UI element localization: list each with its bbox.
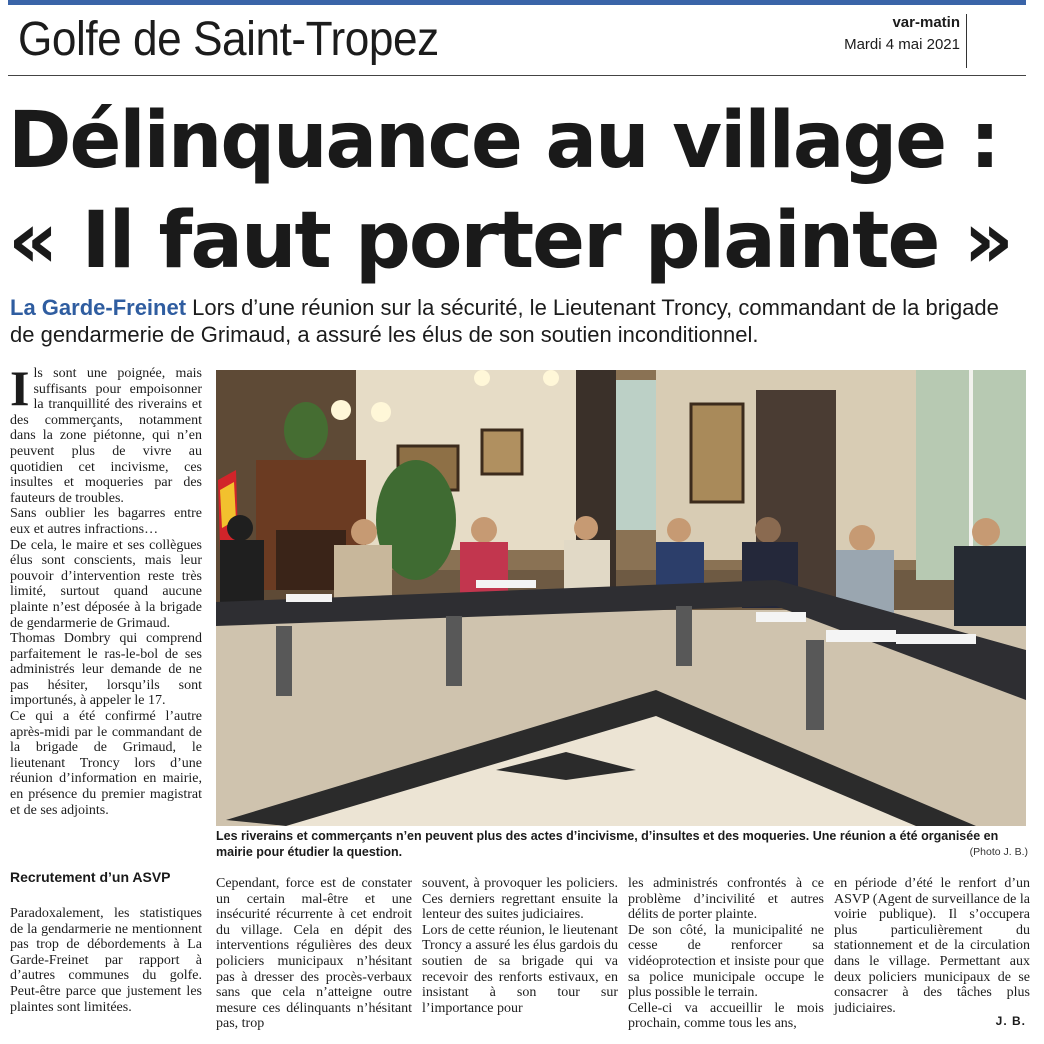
paragraph: Celle-ci va accueillir le mois prochain, comme tous les ans, — [628, 1000, 824, 1032]
dateline-place: La Garde-Freinet — [10, 295, 187, 320]
date-divider — [966, 14, 967, 68]
headline-line-2: « Il faut porter plainte » — [8, 196, 1012, 286]
paragraph: De cela, le maire et ses collègues élus sont conscients, mais leur pouvoir d’intervention reste très limité, surtout quand aucune plainte n’est déposée à la brigade de gendarmerie de Grimaud. — [10, 537, 202, 631]
article-column-1 — [10, 360, 202, 818]
article-column-5 — [834, 876, 1030, 1016]
lead-text: Lors d’une réunion sur la sécurité, le Lieutenant Troncy, commandant de la brigade de gendarmerie de Grimaud, a assuré les élus de son soutien inconditionnel. — [10, 295, 999, 347]
article-column-2 — [216, 876, 412, 1032]
paragraph: Ce qui a été confirmé l’autre après-midi par le commandant de la brigade de Grimaud, le lieutenant Troncy lors d’une réunion d’information en mairie, en présence du premier magistrat et de ses adjoints. — [10, 709, 202, 818]
paragraph: Ils sont une poignée, mais suffisants pour empoisonner la tranquillité des riverains et des commerçants, notamment dans la zone piétonne, qui n’en peuvent plus de vivre au quotidien cet incivisme, ces insultes et moqueries par des fauteurs de troubles. — [10, 360, 202, 506]
paragraph: De son côté, la municipalité ne cesse de renforcer sa vidéoprotection et insiste pour que sa police municipale occupe le plus possible le terrain. — [628, 922, 824, 1001]
paragraph: en période d’été le renfort d’un ASVP (Agent de surveillance de la voirie publique). Il s’occupera plus particulièrement du stationnement et de la circulation dans le village. Permettant aux deux policiers municipaux de se consacrer à des tâches plus judiciaires. — [834, 876, 1030, 1016]
publication-date: Mardi 4 mai 2021 — [844, 36, 960, 53]
subheading: Recrutement d’un ASVP — [10, 869, 171, 885]
article-column-3 — [422, 876, 618, 1016]
newspaper-brand: var-matin — [892, 14, 960, 31]
author-signature: J. B. — [995, 1014, 1026, 1028]
article-column-1-continued — [10, 906, 202, 1015]
paragraph: Paradoxalement, les statistiques de la gendarmerie ne mentionnent pas trop de débordements à La Garde-Freinet par rapport à d’autres communes du golfe. Peut-être parce que justement les plaintes sont limitées. — [10, 906, 202, 1015]
article-lead — [10, 294, 1020, 348]
section-title: Golfe de Saint-Tropez — [18, 13, 439, 66]
paragraph: souvent, à provoquer les policiers. Ces derniers regrettant ensuite la lenteur des suites judiciaires. — [422, 876, 618, 923]
photo-caption: Les riverains et commerçants n’en peuvent plus des actes d’incivisme, d’insultes et des moqueries. Une réunion a été organisée en mairie pour étudier la question. — [216, 829, 999, 859]
paragraph: les administrés confrontés à ce problème d’incivilité et autres délits de porter plainte. — [628, 876, 824, 923]
headline-line-1: Délinquance au village : — [8, 96, 999, 186]
meeting-room-illustration — [216, 370, 1026, 826]
article-column-4 — [628, 876, 824, 1032]
paragraph: Lors de cette réunion, le lieutenant Troncy a assuré les élus gardois du soutien de sa brigade qui va recevoir des renforts estivaux, en insistant à son tour sur l’importance pour — [422, 922, 618, 1016]
drop-cap: I — [10, 360, 30, 416]
photo-credit: (Photo J. B.) — [969, 846, 1028, 858]
header-rule — [8, 75, 1026, 76]
top-color-bar — [8, 0, 1026, 5]
paragraph: Sans oublier les bagarres entre eux et autres infractions… — [10, 506, 202, 537]
meeting-photo — [216, 370, 1026, 826]
paragraph: Thomas Dombry qui comprend parfaitement le ras-le-bol de ses administrés leur demande de ne pas hésiter, lorsqu’ils sont importunés, à appeler le 17. — [10, 631, 202, 709]
paragraph: Cependant, force est de constater un certain mal-être et une insécurité récurrente à cet endroit du village. Cela en dépit des interventions régulières des deux policiers municipaux n’hésitant pas à dresser des procès-verbaux sans que cela n’atteigne outre mesure ces délinquants n’hésitant pas, trop — [216, 876, 412, 1032]
